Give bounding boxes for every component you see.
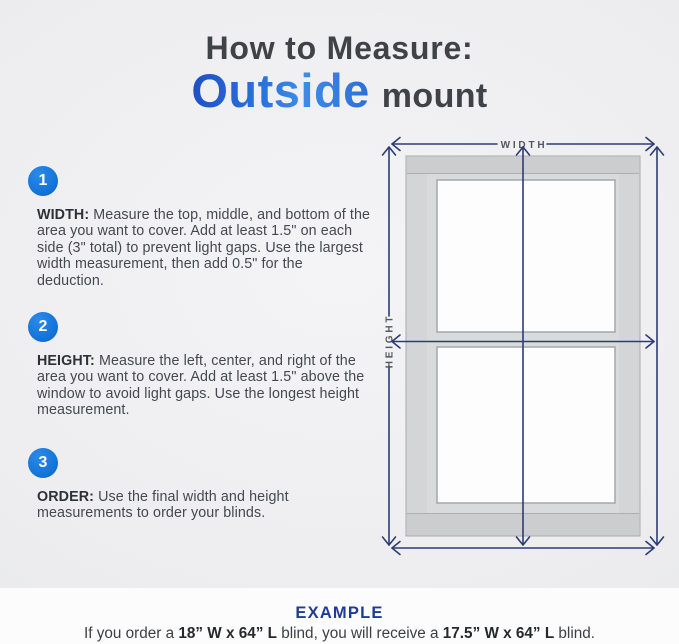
title-suffix: mount: [381, 77, 488, 115]
step-2-body: Measure the left, center, and right of the area you want to cover. Add at least 1.5" above the window to avoid light gaps. Use the longest height measurement.: [37, 353, 365, 419]
width-label: WIDTH: [500, 139, 548, 151]
example-heading: EXAMPLE: [295, 604, 384, 622]
example-segment: 17.5” W x 64” L: [442, 624, 555, 642]
title-highlight: Outside: [191, 64, 370, 117]
step-2-number-badge: 2: [28, 312, 58, 342]
example-segment: If you order a: [83, 624, 179, 642]
height-arrow-left: [383, 147, 396, 545]
example-segment: blind.: [554, 624, 595, 642]
step-3-number-badge: 3: [28, 448, 58, 478]
height-label: HEIGHT: [384, 313, 396, 369]
example-sentence: [0, 626, 679, 643]
example-section: [0, 588, 679, 644]
title-line1: How to Measure:: [205, 30, 474, 66]
window-top-pane: [437, 180, 615, 332]
step-1-label: WIDTH:: [37, 207, 90, 223]
step-3-label: ORDER:: [37, 489, 94, 505]
example-segment: blind, you will receive a: [277, 624, 443, 642]
step-3-body: Use the final width and height measurements to order your blinds.: [37, 489, 289, 522]
example-segment: 18” W x 64” L: [178, 624, 277, 642]
step-1-body: Measure the top, middle, and bottom of the area you want to cover. Add at least 1.5" on each side (3" total) to prevent light gaps. Use the largest width measurement, then add 0.5" for the deduction.: [37, 207, 371, 289]
step-1-number-badge: 1: [28, 166, 58, 196]
height-arrow-right: [651, 147, 664, 545]
step-2-label: HEIGHT:: [37, 353, 95, 369]
window-bottom-pane: [437, 347, 615, 503]
